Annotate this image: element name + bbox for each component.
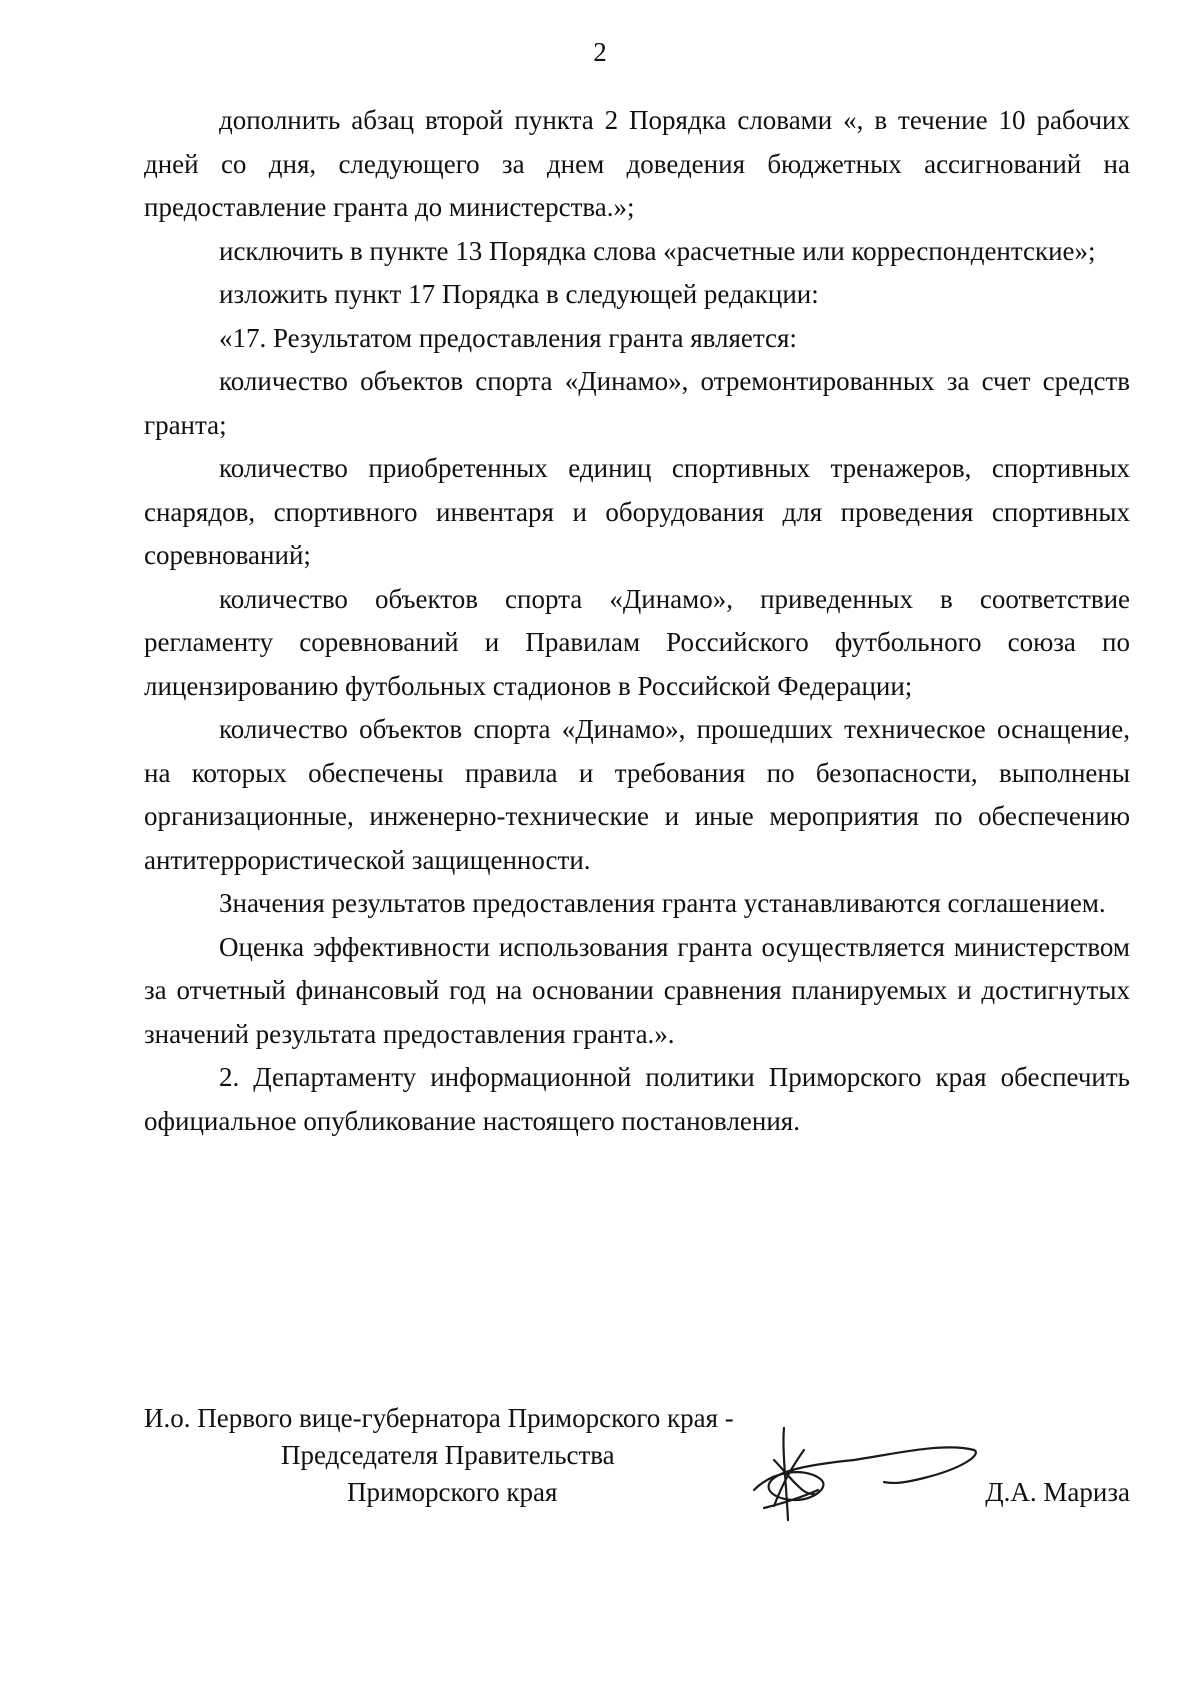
paragraph: количество объектов спорта «Динамо», отремонтированных за счет средств гранта; — [144, 366, 1130, 440]
signatory-title-line-1: И.о. Первого вице-губернатора Приморского края - — [144, 1403, 734, 1433]
paragraph: количество приобретенных единиц спортивных тренажеров, спортивных снарядов, спортивного инвентаря и оборудования для проведения спортивных соревнований; — [144, 453, 1130, 570]
signatory-title-line-3: Приморского края — [347, 1477, 558, 1507]
handwritten-signature — [744, 1420, 984, 1530]
paragraph: изложить пункт 17 Порядка в следующей редакции: — [219, 279, 819, 309]
paragraph: дополнить абзац второй пункта 2 Порядка словами «, в течение 10 рабочих дней со дня, следующего за днем доведения бюджетных ассигнований на предоставление гранта до министерства.»; — [144, 105, 1130, 222]
signatory-title-line-2: Председателя Правительства — [281, 1440, 615, 1470]
page-number: 2 — [593, 37, 607, 67]
signatory-name: Д.А. Мариза — [985, 1477, 1130, 1507]
paragraph: «17. Результатом предоставления гранта является: — [219, 322, 797, 353]
signature-block — [144, 1400, 1130, 1530]
paragraph: 2. Департаменту информационной политики Приморского края обеспечить официальное опубликование настоящего постановления. — [144, 1062, 1130, 1136]
paragraph: исключить в пункте 13 Порядка слова «расчетные или корреспондентские»; — [219, 235, 1096, 266]
paragraph: количество объектов спорта «Динамо», приведенных в соответствие регламенту соревнований и Правилам Российского футбольного союза по лицензированию футбольных стадионов в Российской Федерации; — [144, 583, 1130, 701]
paragraph: Оценка эффективности использования гранта осуществляется министерством за отчетный финансовый год на основании сравнения планируемых и достигнутых значений результата предоставления гранта.». — [144, 931, 1130, 1049]
document-body — [144, 99, 1130, 1143]
paragraph: количество объектов спорта «Динамо», прошедших техническое оснащение, на которых обеспечены правила и требования по безопасности, выполнены организационные, инженерно-технические и иные мероприятия по обеспечению антитеррористической защищенности. — [144, 714, 1130, 875]
paragraph: Значения результатов предоставления гранта устанавливаются соглашением. — [219, 888, 1106, 918]
